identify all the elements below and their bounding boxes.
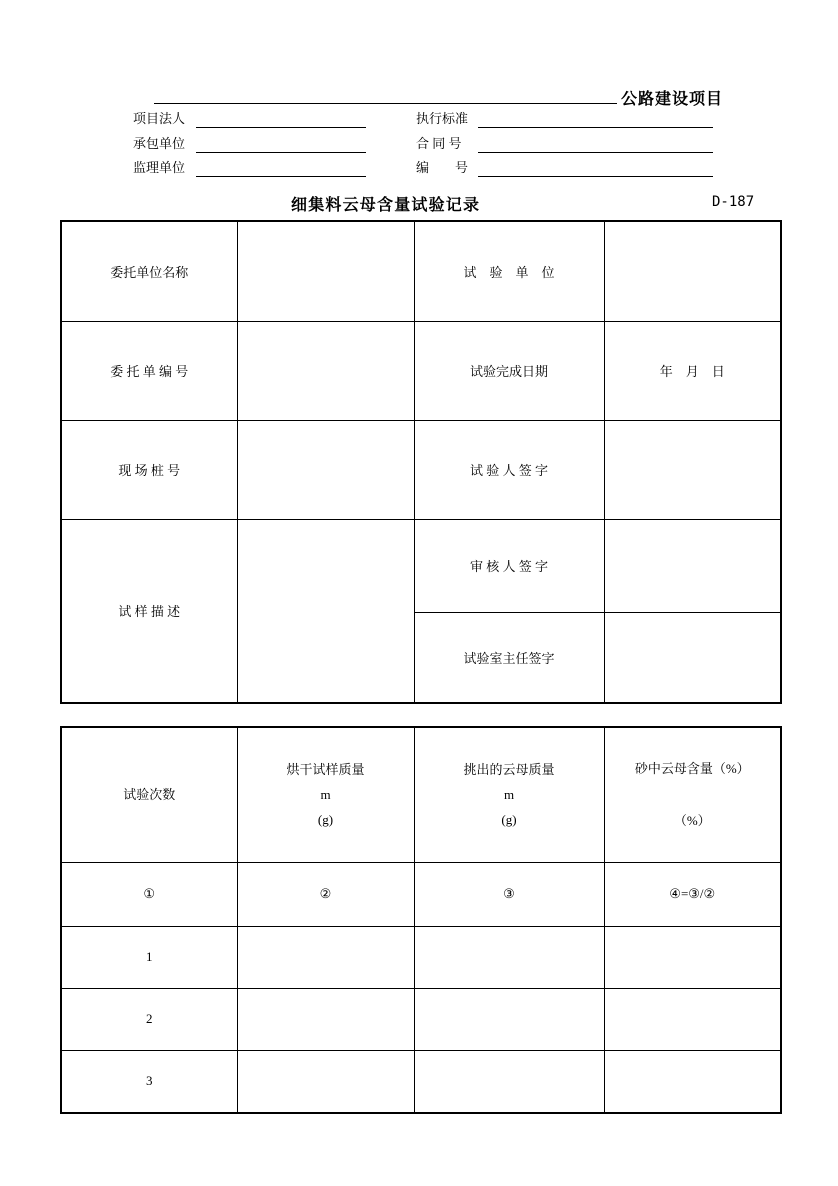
code-cell-1: ① [61, 862, 237, 926]
row-number-cell: 1 [61, 926, 237, 988]
column-code-row [61, 862, 781, 926]
header-field-project-legal-person [133, 109, 366, 128]
project-name-blank-line[interactable] [154, 87, 617, 104]
test-count-header [61, 727, 237, 862]
header-field-contractor [133, 134, 366, 153]
table-row [61, 420, 781, 519]
dry-sample-mass-unit: (g) [317, 812, 334, 828]
picked-mica-mass-label: 挑出的云母质量 [463, 762, 555, 778]
mica-mass-value-cell[interactable] [414, 1050, 604, 1113]
sample-description-label: 试 样 描 述 [61, 519, 237, 703]
serial-no-label: 编 号 [416, 160, 469, 175]
project-type-label: 公路建设项目 [621, 91, 724, 108]
reviewer-signature-label: 审 核 人 签 字 [414, 519, 604, 612]
project-legal-person-label: 项目法人 [133, 111, 186, 126]
mica-content-value-cell[interactable] [604, 926, 781, 988]
dry-mass-value-cell[interactable] [237, 988, 414, 1050]
contractor-label: 承包单位 [133, 136, 186, 151]
dry-sample-mass-header [237, 727, 414, 862]
header-field-supervisor [133, 158, 366, 177]
picked-mica-mass-unit: (g) [501, 812, 517, 828]
contract-no-label: 合 同 号 [416, 136, 462, 151]
standard-blank-line[interactable] [478, 110, 713, 128]
completion-date-label: 试验完成日期 [414, 321, 604, 420]
row-number-cell: 3 [61, 1050, 237, 1113]
dry-mass-value-cell[interactable] [237, 1050, 414, 1113]
supervisor-label: 监理单位 [133, 160, 186, 175]
supervisor-blank-line[interactable] [196, 159, 366, 177]
sample-description-value-cell[interactable] [237, 519, 414, 703]
table-header-row [61, 727, 781, 862]
lab-chief-signature-value-cell[interactable] [604, 612, 781, 703]
form-code: D-187 [712, 194, 755, 210]
test-unit-label: 试 验 单 位 [414, 221, 604, 321]
lab-chief-signature-label: 试验室主任签字 [414, 612, 604, 703]
header-field-serial-no [416, 158, 713, 177]
code-cell-4: ④=③/② [604, 862, 781, 926]
stake-no-label: 现 场 桩 号 [61, 420, 237, 519]
standard-label: 执行标准 [416, 111, 469, 126]
mica-content-value-cell[interactable] [604, 1050, 781, 1113]
table-row [61, 1050, 781, 1113]
row-number-cell: 2 [61, 988, 237, 1050]
mica-mass-value-cell[interactable] [414, 926, 604, 988]
project-legal-person-blank-line[interactable] [196, 110, 366, 128]
table-row [61, 221, 781, 321]
mica-content-header [604, 727, 781, 862]
header-field-standard [416, 109, 713, 128]
dry-sample-mass-symbol: m [320, 787, 331, 803]
table-row [61, 988, 781, 1050]
test-count-header-label: 试验次数 [123, 787, 176, 803]
mica-content-unit: （%） [673, 813, 711, 829]
dry-mass-value-cell[interactable] [237, 926, 414, 988]
page-title: 细集料云母含量试验记录 [291, 197, 481, 214]
header-field-contract-no [416, 134, 713, 153]
tester-signature-label: 试 验 人 签 字 [414, 420, 604, 519]
contract-no-blank-line[interactable] [478, 135, 713, 153]
test-unit-value-cell[interactable] [604, 221, 781, 321]
mica-content-value-cell[interactable] [604, 988, 781, 1050]
reviewer-signature-value-cell[interactable] [604, 519, 781, 612]
stake-no-value-cell[interactable] [237, 420, 414, 519]
table-row [61, 519, 781, 612]
test-data-table [60, 726, 782, 1114]
code-cell-2: ② [237, 862, 414, 926]
commission-no-value-cell[interactable] [237, 321, 414, 420]
mica-content-label: 砂中云母含量（%） [634, 761, 750, 777]
mica-mass-value-cell[interactable] [414, 988, 604, 1050]
picked-mica-mass-symbol: m [503, 787, 515, 803]
serial-no-blank-line[interactable] [478, 159, 713, 177]
sample-info-table [60, 220, 782, 704]
tester-signature-value-cell[interactable] [604, 420, 781, 519]
client-name-label: 委托单位名称 [61, 221, 237, 321]
picked-mica-mass-header [414, 727, 604, 862]
code-cell-3: ③ [414, 862, 604, 926]
contractor-blank-line[interactable] [196, 135, 366, 153]
completion-date-value-cell[interactable]: 年 月 日 [604, 321, 781, 420]
client-name-value-cell[interactable] [237, 221, 414, 321]
table-row [61, 926, 781, 988]
table-row [61, 321, 781, 420]
dry-sample-mass-label: 烘干试样质量 [286, 762, 365, 778]
commission-no-label: 委 托 单 编 号 [61, 321, 237, 420]
